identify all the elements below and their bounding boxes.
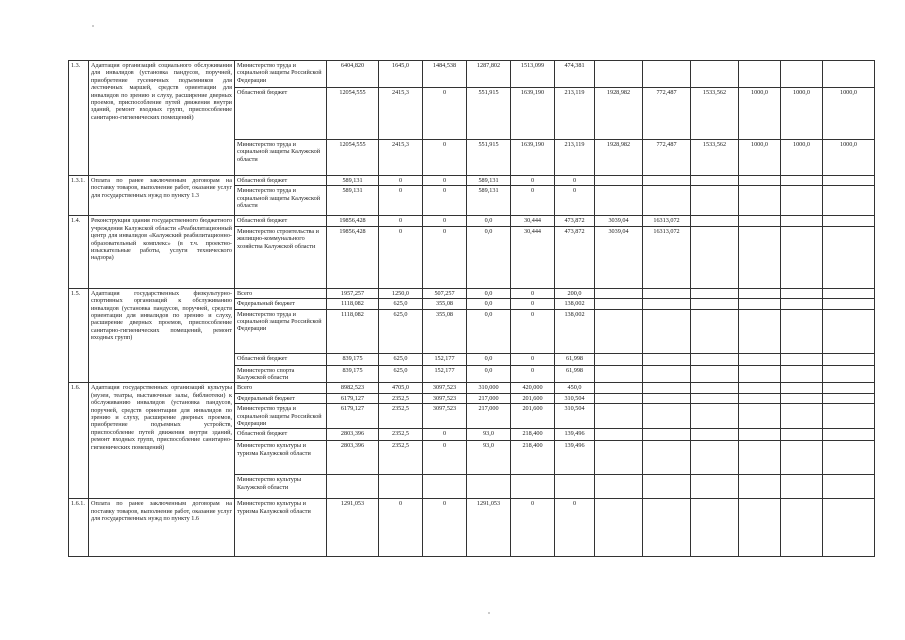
amount-cell [691, 365, 739, 383]
amount-cell [781, 404, 823, 429]
funding-source: Федеральный бюджет [235, 299, 327, 309]
amount-cell: 0 [511, 299, 555, 309]
amount-cell: 139,496 [555, 429, 595, 441]
amount-cell [643, 186, 691, 216]
amount-cell [781, 365, 823, 383]
amount-cell: 213,119 [555, 140, 595, 176]
amount-cell: 420,000 [511, 383, 555, 393]
measure-description: Адаптация организаций социального обслуживания для инвалидов (установка пандусов, поручней, приобретение гусеничных подъемников для лестничных маршей, средств ориентации для инвалидов по зрению и слуху, расширение дверных проемов, приспособление путей движения внутри зданий, ремонт входных групп, приспособление санитарно-гигиенических помещений) [89, 61, 235, 176]
amount-cell [823, 353, 875, 365]
amount-cell [595, 353, 643, 365]
scan-speck [92, 25, 94, 27]
amount-cell: 0 [379, 499, 423, 557]
amount-cell: 0 [555, 186, 595, 216]
amount-cell [595, 475, 643, 499]
amount-cell: 2352,5 [379, 441, 423, 475]
item-number: 1.6.1. [69, 499, 89, 557]
amount-cell [739, 288, 781, 298]
amount-cell: 625,0 [379, 353, 423, 365]
funding-source: Областной бюджет [235, 176, 327, 186]
funding-source: Всего [235, 383, 327, 393]
amount-cell [739, 441, 781, 475]
funding-source: Областной бюджет [235, 216, 327, 226]
amount-cell: 0 [511, 186, 555, 216]
amount-cell: 1291,053 [327, 499, 379, 557]
amount-cell: 1118,082 [327, 299, 379, 309]
amount-cell [423, 475, 467, 499]
amount-cell [739, 429, 781, 441]
amount-cell: 0 [379, 226, 423, 288]
amount-cell [823, 226, 875, 288]
funding-source: Министерство труда и социальной защиты Калужской области [235, 186, 327, 216]
table-row [69, 61, 875, 88]
amount-cell [781, 353, 823, 365]
amount-cell: 0 [423, 441, 467, 475]
amount-cell: 474,381 [555, 61, 595, 88]
amount-cell: 201,600 [511, 393, 555, 403]
amount-cell [467, 475, 511, 499]
amount-cell [823, 288, 875, 298]
amount-cell [691, 226, 739, 288]
amount-cell: 152,177 [423, 365, 467, 383]
amount-cell [595, 441, 643, 475]
funding-source: Министерство культуры и туризма Калужской области [235, 499, 327, 557]
amount-cell [739, 299, 781, 309]
measure-description: Адаптация государственных физкультурно-спортивных организаций к обслуживанию инвалидов (установка пандусов, поручней, средств ориентации для инвалидов по зрению и слуху, расширение дверных проемов, приспособление санитарно-гигиенических помещений, ремонт входных групп) [89, 288, 235, 383]
amount-cell [595, 404, 643, 429]
amount-cell: 2415,3 [379, 140, 423, 176]
amount-cell: 6404,820 [327, 61, 379, 88]
amount-cell [595, 299, 643, 309]
amount-cell [739, 176, 781, 186]
table-row [69, 499, 875, 557]
amount-cell [595, 309, 643, 353]
amount-cell [739, 499, 781, 557]
amount-cell [781, 499, 823, 557]
amount-cell: 1291,053 [467, 499, 511, 557]
amount-cell: 2352,5 [379, 404, 423, 429]
amount-cell: 0 [379, 216, 423, 226]
amount-cell: 12054,555 [327, 140, 379, 176]
amount-cell: 0 [423, 216, 467, 226]
amount-cell: 0 [423, 499, 467, 557]
funding-source: Всего [235, 288, 327, 298]
amount-cell [823, 176, 875, 186]
amount-cell [823, 475, 875, 499]
amount-cell [691, 61, 739, 88]
amount-cell: 0 [511, 499, 555, 557]
amount-cell: 201,600 [511, 404, 555, 429]
amount-cell: 310,504 [555, 393, 595, 403]
amount-cell [781, 216, 823, 226]
amount-cell [379, 475, 423, 499]
amount-cell: 0,0 [467, 365, 511, 383]
amount-cell [643, 61, 691, 88]
item-number: 1.3. [69, 61, 89, 176]
amount-cell [823, 186, 875, 216]
amount-cell: 0 [379, 176, 423, 186]
amount-cell: 1000,0 [781, 140, 823, 176]
amount-cell: 2352,5 [379, 429, 423, 441]
funding-source: Министерство труда и социальной защиты Российской Федерации [235, 61, 327, 88]
amount-cell [781, 186, 823, 216]
amount-cell [595, 176, 643, 186]
amount-cell [595, 288, 643, 298]
amount-cell: 0,0 [467, 299, 511, 309]
amount-cell: 3097,523 [423, 404, 467, 429]
amount-cell [691, 429, 739, 441]
measure-description: Реконструкция здания государственного бюджетного учреждения Калужской области «Реабилитационный центр для инвалидов «Калужский реабилитационно-образовательный комплекс» (в т.ч. проектно-изыскательные работы, услуги технического надзора) [89, 216, 235, 288]
amount-cell: 0 [379, 186, 423, 216]
amount-cell: 450,0 [555, 383, 595, 393]
measure-description: Адаптация государственных организаций культуры (музеи, театры, выставочные залы, библиотеки) к обслуживанию инвалидов (установка пандусов, поручней, средств ориентации для инвалидов по зрению и слуху, расширение дверных проемов, приобретение подъемных устройств, приспособление путей движения внутри зданий, ремонт входных групп, приспособление санитарно-гигиенических помещений) [89, 383, 235, 499]
amount-cell: 2352,5 [379, 393, 423, 403]
amount-cell: 0 [555, 176, 595, 186]
amount-cell: 1484,538 [423, 61, 467, 88]
amount-cell [691, 441, 739, 475]
amount-cell [823, 61, 875, 88]
amount-cell [691, 309, 739, 353]
amount-cell: 1957,257 [327, 288, 379, 298]
amount-cell: 218,400 [511, 429, 555, 441]
amount-cell [823, 441, 875, 475]
amount-cell [595, 499, 643, 557]
amount-cell [781, 61, 823, 88]
amount-cell: 19856,428 [327, 226, 379, 288]
amount-cell: 0,0 [467, 353, 511, 365]
amount-cell [739, 186, 781, 216]
amount-cell [643, 309, 691, 353]
scan-speck [488, 612, 490, 614]
measure-description: Оплата по ранее заключенным договорам на поставку товаров, выполнение работ, оказание услуг для государственных нужд по пункту 1.3 [89, 176, 235, 216]
amount-cell: 1000,0 [739, 140, 781, 176]
funding-source: Областной бюджет [235, 429, 327, 441]
amount-cell [781, 429, 823, 441]
amount-cell: 93,0 [467, 441, 511, 475]
amount-cell [739, 383, 781, 393]
amount-cell [643, 383, 691, 393]
amount-cell: 0 [423, 429, 467, 441]
amount-cell [739, 365, 781, 383]
amount-cell [739, 393, 781, 403]
amount-cell: 1000,0 [781, 88, 823, 140]
amount-cell [555, 475, 595, 499]
amount-cell: 625,0 [379, 365, 423, 383]
amount-cell: 355,08 [423, 299, 467, 309]
amount-cell [327, 475, 379, 499]
amount-cell: 551,915 [467, 88, 511, 140]
amount-cell: 3097,523 [423, 383, 467, 393]
amount-cell [595, 429, 643, 441]
amount-cell [643, 365, 691, 383]
amount-cell [781, 288, 823, 298]
amount-cell [643, 393, 691, 403]
amount-cell [595, 393, 643, 403]
amount-cell [595, 383, 643, 393]
amount-cell: 6179,127 [327, 404, 379, 429]
funding-source: Федеральный бюджет [235, 393, 327, 403]
amount-cell: 0 [423, 88, 467, 140]
amount-cell: 1928,982 [595, 88, 643, 140]
amount-cell: 12054,555 [327, 88, 379, 140]
amount-cell: 8982,523 [327, 383, 379, 393]
amount-cell [781, 176, 823, 186]
table-row [69, 288, 875, 298]
amount-cell: 1513,099 [511, 61, 555, 88]
amount-cell: 1250,0 [379, 288, 423, 298]
amount-cell: 0 [511, 309, 555, 353]
amount-cell [739, 216, 781, 226]
amount-cell [823, 299, 875, 309]
amount-cell: 1000,0 [823, 88, 875, 140]
amount-cell: 772,487 [643, 88, 691, 140]
amount-cell: 1645,0 [379, 61, 423, 88]
funding-source: Министерство культуры и туризма Калужской области [235, 441, 327, 475]
amount-cell: 61,998 [555, 365, 595, 383]
amount-cell: 0 [511, 353, 555, 365]
amount-cell: 3039,04 [595, 226, 643, 288]
amount-cell: 355,08 [423, 309, 467, 353]
amount-cell: 217,000 [467, 393, 511, 403]
amount-cell [739, 404, 781, 429]
amount-cell: 0 [423, 226, 467, 288]
amount-cell [781, 393, 823, 403]
amount-cell: 473,872 [555, 226, 595, 288]
amount-cell: 3039,04 [595, 216, 643, 226]
funding-source: Министерство труда и социальной защиты Российской Федерации [235, 309, 327, 353]
amount-cell: 1000,0 [739, 88, 781, 140]
amount-cell: 213,119 [555, 88, 595, 140]
amount-cell: 2803,396 [327, 429, 379, 441]
funding-source: Областной бюджет [235, 88, 327, 140]
amount-cell: 1533,562 [691, 88, 739, 140]
amount-cell [691, 299, 739, 309]
funding-source: Министерство строительства и жилищно-коммунального хозяйства Калужской области [235, 226, 327, 288]
amount-cell: 30,444 [511, 216, 555, 226]
amount-cell [595, 186, 643, 216]
item-number: 1.4. [69, 216, 89, 288]
funding-source: Министерство культуры Калужской области [235, 475, 327, 499]
amount-cell [643, 288, 691, 298]
amount-cell: 839,175 [327, 353, 379, 365]
amount-cell: 3097,523 [423, 393, 467, 403]
amount-cell [691, 499, 739, 557]
amount-cell: 473,872 [555, 216, 595, 226]
amount-cell: 0,0 [467, 288, 511, 298]
amount-cell [691, 176, 739, 186]
amount-cell: 200,0 [555, 288, 595, 298]
amount-cell [781, 299, 823, 309]
amount-cell: 0 [555, 499, 595, 557]
amount-cell: 0 [423, 186, 467, 216]
amount-cell [823, 309, 875, 353]
amount-cell [823, 404, 875, 429]
amount-cell: 16313,072 [643, 216, 691, 226]
amount-cell: 589,131 [327, 176, 379, 186]
amount-cell: 839,175 [327, 365, 379, 383]
amount-cell [781, 383, 823, 393]
amount-cell [781, 309, 823, 353]
amount-cell [595, 61, 643, 88]
amount-cell [691, 393, 739, 403]
amount-cell: 6179,127 [327, 393, 379, 403]
item-number: 1.6. [69, 383, 89, 499]
amount-cell: 0 [511, 365, 555, 383]
amount-cell: 1533,562 [691, 140, 739, 176]
amount-cell: 61,998 [555, 353, 595, 365]
funding-source: Министерство труда и социальной защиты Калужской области [235, 140, 327, 176]
amount-cell [739, 61, 781, 88]
amount-cell [511, 475, 555, 499]
amount-cell: 589,131 [327, 186, 379, 216]
amount-cell: 1928,982 [595, 140, 643, 176]
amount-cell: 19856,428 [327, 216, 379, 226]
item-number: 1.5. [69, 288, 89, 383]
amount-cell: 507,257 [423, 288, 467, 298]
amount-cell: 0,0 [467, 309, 511, 353]
amount-cell [691, 383, 739, 393]
amount-cell [643, 176, 691, 186]
funding-source: Министерство спорта Калужской области [235, 365, 327, 383]
amount-cell: 152,177 [423, 353, 467, 365]
amount-cell [643, 404, 691, 429]
amount-cell: 310,504 [555, 404, 595, 429]
amount-cell: 218,400 [511, 441, 555, 475]
measure-description: Оплата по ранее заключенным договорам на поставку товаров, выполнение работ, оказание услуг для государственных нужд по пункту 1.6 [89, 499, 235, 557]
amount-cell [691, 475, 739, 499]
amount-cell [643, 499, 691, 557]
amount-cell: 0 [423, 176, 467, 186]
amount-cell [823, 383, 875, 393]
table-row [69, 216, 875, 226]
amount-cell: 2415,3 [379, 88, 423, 140]
amount-cell: 589,131 [467, 176, 511, 186]
amount-cell [739, 353, 781, 365]
amount-cell [643, 429, 691, 441]
amount-cell [823, 393, 875, 403]
amount-cell [643, 299, 691, 309]
amount-cell: 16313,072 [643, 226, 691, 288]
amount-cell [739, 475, 781, 499]
amount-cell [643, 441, 691, 475]
amount-cell: 1000,0 [823, 140, 875, 176]
amount-cell: 93,0 [467, 429, 511, 441]
amount-cell: 551,915 [467, 140, 511, 176]
program-table [68, 60, 875, 557]
amount-cell [823, 429, 875, 441]
amount-cell: 4705,0 [379, 383, 423, 393]
amount-cell [595, 365, 643, 383]
table-row [69, 383, 875, 393]
amount-cell: 589,131 [467, 186, 511, 216]
amount-cell [823, 365, 875, 383]
amount-cell [739, 309, 781, 353]
amount-cell: 0,0 [467, 216, 511, 226]
amount-cell: 625,0 [379, 299, 423, 309]
item-number: 1.3.1. [69, 176, 89, 216]
amount-cell [691, 216, 739, 226]
amount-cell [691, 353, 739, 365]
funding-source: Областной бюджет [235, 353, 327, 365]
amount-cell [691, 288, 739, 298]
amount-cell: 625,0 [379, 309, 423, 353]
amount-cell: 0,0 [467, 226, 511, 288]
amount-cell: 139,496 [555, 441, 595, 475]
amount-cell [823, 216, 875, 226]
amount-cell: 138,002 [555, 299, 595, 309]
funding-source: Министерство труда и социальной защиты Российской Федерации [235, 404, 327, 429]
amount-cell [691, 404, 739, 429]
amount-cell [781, 441, 823, 475]
amount-cell [739, 226, 781, 288]
amount-cell [781, 226, 823, 288]
amount-cell [643, 353, 691, 365]
amount-cell: 217,000 [467, 404, 511, 429]
amount-cell: 772,487 [643, 140, 691, 176]
amount-cell: 1639,190 [511, 140, 555, 176]
amount-cell: 138,002 [555, 309, 595, 353]
amount-cell: 0 [511, 288, 555, 298]
amount-cell [781, 475, 823, 499]
amount-cell [823, 499, 875, 557]
amount-cell [691, 186, 739, 216]
amount-cell: 1287,802 [467, 61, 511, 88]
amount-cell: 30,444 [511, 226, 555, 288]
amount-cell [643, 475, 691, 499]
amount-cell: 310,000 [467, 383, 511, 393]
amount-cell: 0 [423, 140, 467, 176]
amount-cell: 2803,396 [327, 441, 379, 475]
table-row [69, 176, 875, 186]
amount-cell: 0 [511, 176, 555, 186]
amount-cell: 1639,190 [511, 88, 555, 140]
amount-cell: 1118,082 [327, 309, 379, 353]
